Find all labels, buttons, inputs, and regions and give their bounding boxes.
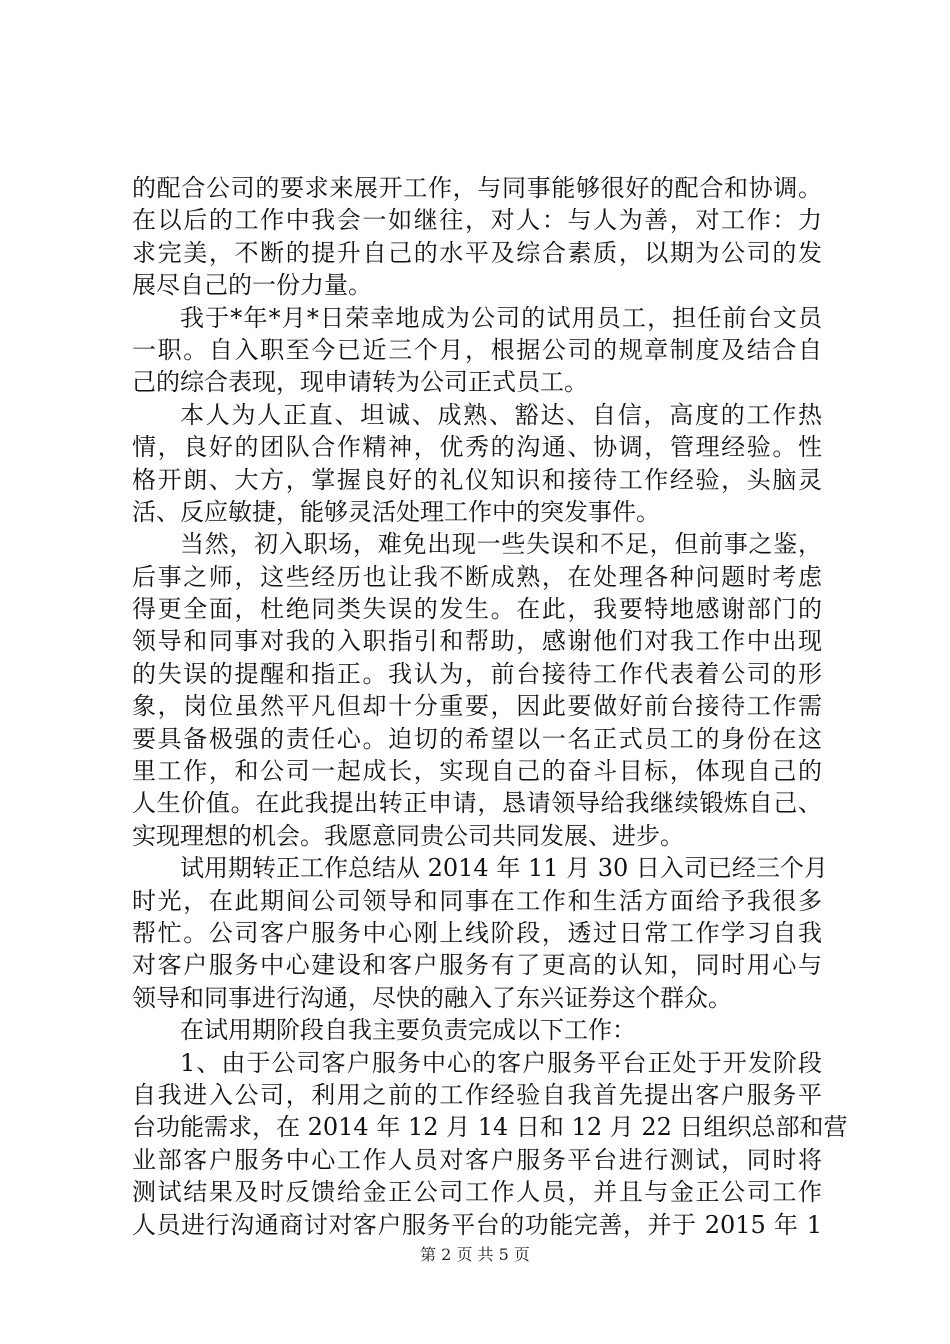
text-line: 对客户服务中心建设和客户服务有了更高的认知，同时用心与	[132, 951, 822, 980]
text-line: 活、反应敏捷，能够灵活处理工作中的突发事件。	[132, 497, 660, 526]
text-line: 测试结果及时反馈给金正公司工作人员，并且与金正公司工作	[132, 1178, 822, 1207]
text-line: 要具备极强的责任心。迫切的希望以一名正式员工的身份在这	[132, 724, 822, 753]
text-line: 帮忙。公司客户服务中心刚上线阶段，透过日常工作学习自我	[132, 918, 822, 947]
text-line: 得更全面，杜绝同类失误的发生。在此，我要特地感谢部门的	[132, 595, 822, 624]
text-line: 求完美，不断的提升自己的水平及综合素质，以期为公司的发	[132, 238, 822, 267]
text-line: 格开朗、大方，掌握良好的礼仪知识和接待工作经验，头脑灵	[132, 465, 822, 494]
text-line: 我于*年*月*日荣幸地成为公司的试用员工，担任前台文员	[180, 303, 822, 332]
text-line: 试用期转正工作总结从 2014 年 11 月 30 日入司已经三个月	[180, 854, 828, 883]
text-line: 情，良好的团队合作精神，优秀的沟通、协调，管理经验。性	[132, 433, 822, 462]
text-line: 当然，初入职场，难免出现一些失误和不足，但前事之鉴，	[180, 530, 822, 559]
text-line: 己的综合表现，现申请转为公司正式员工。	[132, 368, 588, 397]
text-line: 领导和同事对我的入职指引和帮助，感谢他们对我工作中出现	[132, 627, 822, 656]
text-line: 人员进行沟通商讨对客户服务平台的功能完善，并于 2015 年 1	[132, 1210, 822, 1239]
document-body	[132, 172, 848, 1241]
text-line: 里工作，和公司一起成长，实现自己的奋斗目标，体现自己的	[132, 757, 822, 786]
text-line: 的失误的提醒和指正。我认为，前台接待工作代表着公司的形	[132, 659, 822, 688]
text-line: 的配合公司的要求来展开工作，与同事能够很好的配合和协调。	[132, 174, 822, 202]
text-line: 自我进入公司，利用之前的工作经验自我首先提出客户服务平	[132, 1080, 822, 1109]
text-line: 业部客户服务中心工作人员对客户服务平台进行测试，同时将	[132, 1145, 822, 1174]
text-line: 在试用期阶段自我主要负责完成以下工作：	[180, 1016, 636, 1045]
text-line: 实现理想的机会。我愿意同贵公司共同发展、进步。	[132, 821, 684, 850]
text-line: 台功能需求，在 2014 年 12 月 14 日和 12 月 22 日组织总部和营	[132, 1113, 848, 1142]
text-line: 象，岗位虽然平凡但却十分重要，因此要做好前台接待工作需	[132, 692, 822, 721]
text-line: 1、由于公司客户服务中心的客户服务平台正处于开发阶段	[180, 1048, 822, 1077]
text-line: 展尽自己的一份力量。	[132, 271, 372, 300]
text-line: 后事之师，这些经历也让我不断成熟，在处理各种问题时考虑	[132, 562, 822, 591]
text-line: 本人为人正直、坦诚、成熟、豁达、自信，高度的工作热	[180, 400, 822, 429]
text-line: 人生价值。在此我提出转正申请，恳请领导给我继续锻炼自己、	[132, 789, 822, 818]
text-line: 时光，在此期间公司领导和同事在工作和生活方面给予我很多	[132, 886, 822, 915]
text-line: 在以后的工作中我会一如继往，对人：与人为善，对工作：力	[132, 206, 822, 235]
text-line: 一职。自入职至今已近三个月，根据公司的规章制度及结合自	[132, 335, 822, 364]
page-footer: 第 2 页 共 5 页	[420, 1245, 530, 1264]
text-line: 领导和同事进行沟通，尽快的融入了东兴证券这个群众。	[132, 983, 732, 1012]
